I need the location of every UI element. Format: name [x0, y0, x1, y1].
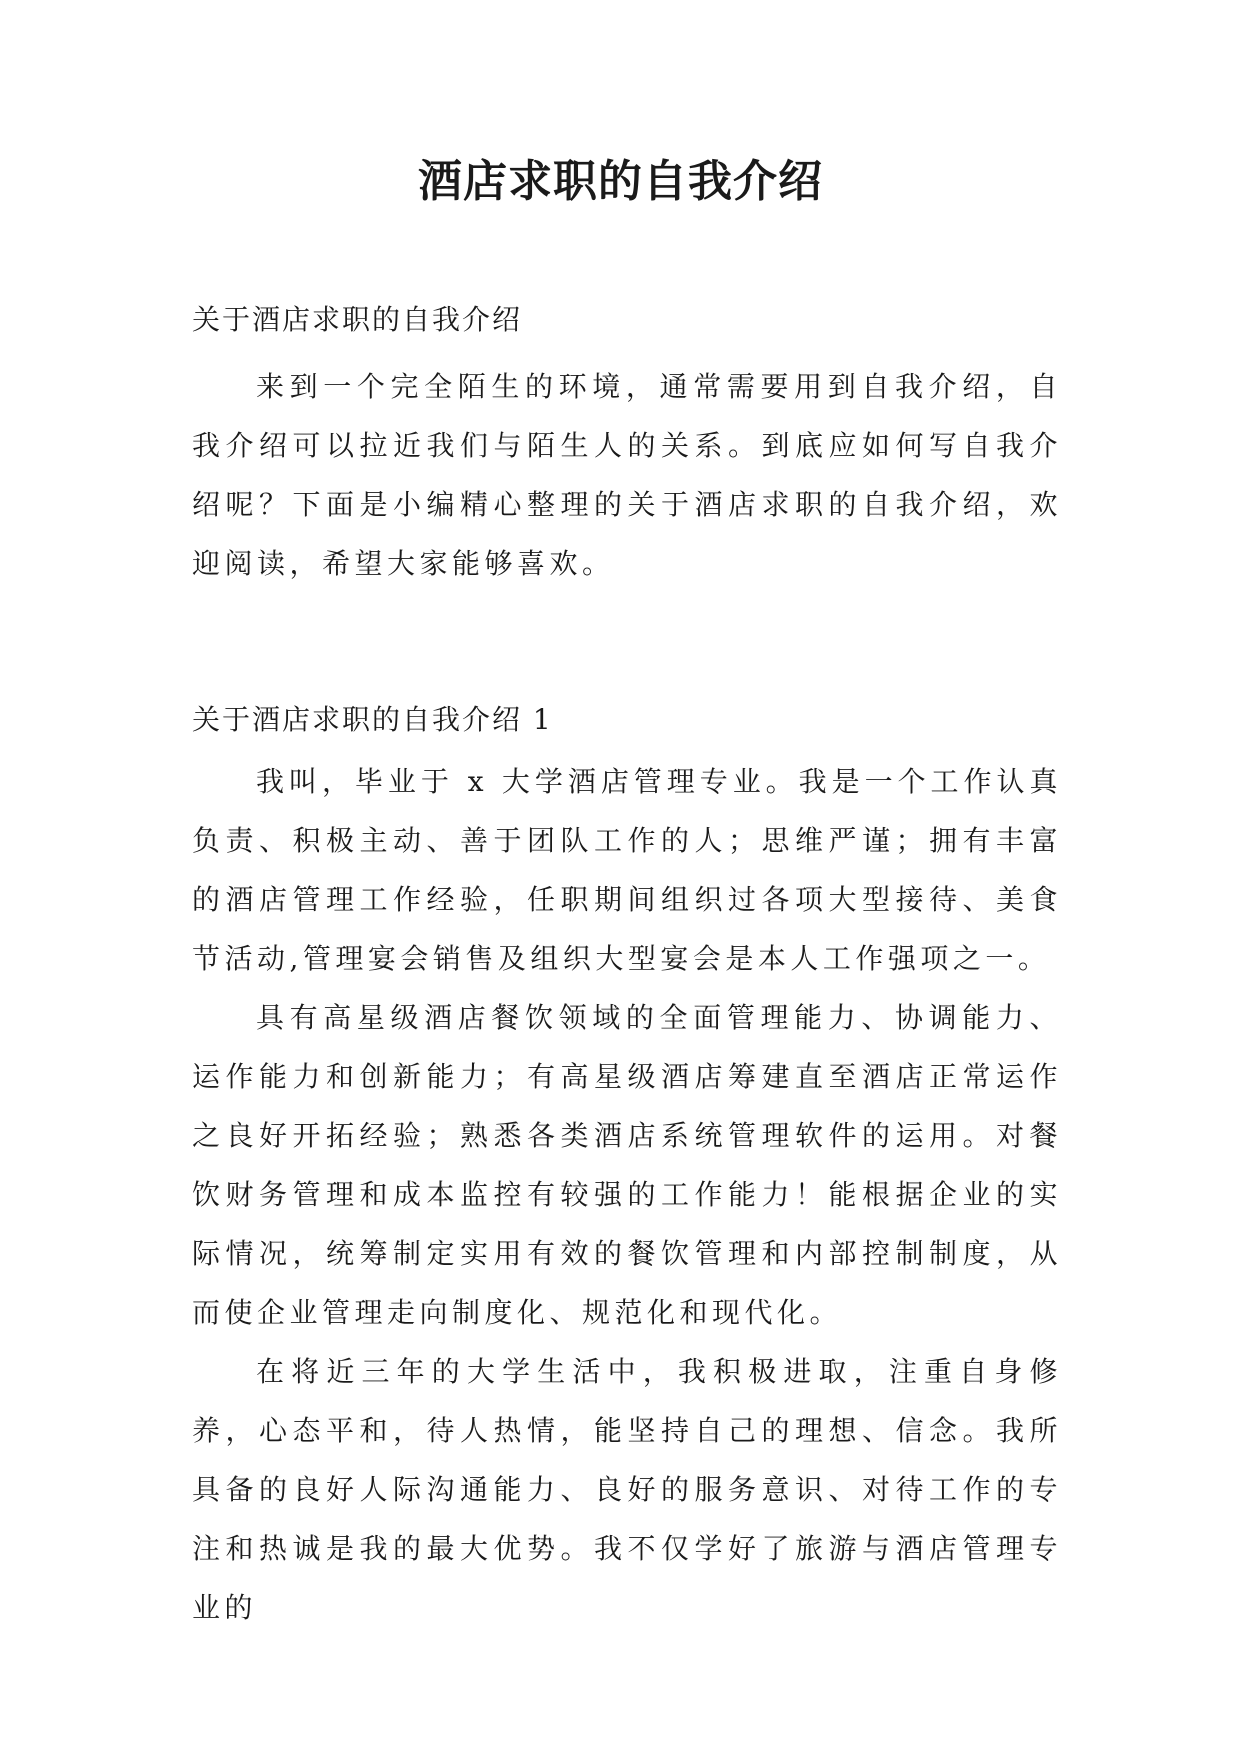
body-paragraph-3: 在将近三年的大学生活中，我积极进取，注重自身修养，心态平和，待人热情，能坚持自己的理想、信念。我所具备的良好人际沟通能力、良好的服务意识、对待工作的专注和热诚是我的最大优势。我不仅学好了旅游与酒店管理专业的	[192, 1355, 1062, 1624]
body-paragraph-2: 具有高星级酒店餐饮领域的全面管理能力、协调能力、运作能力和创新能力；有高星级酒店筹建直至酒店正常运作之良好开拓经验；熟悉各类酒店系统管理软件的运用。对餐饮财务管理和成本监控有较强的工作能力！能根据企业的实际情况，统筹制定实用有效的餐饮管理和内部控制制度，从而使企业管理走向制度化、规范化和现代化。	[192, 1001, 1062, 1329]
page-title: 酒店求职的自我介绍	[418, 156, 823, 207]
section-heading: 关于酒店求职的自我介绍	[192, 303, 523, 336]
body-paragraph-1: 我叫，毕业于 x 大学酒店管理专业。我是一个工作认真负责、积极主动、善于团队工作的人；思维严谨；拥有丰富的酒店管理工作经验，任职期间组织过各项大型接待、美食节活动,管理宴会销售及组织大型宴会是本人工作强项之一。	[192, 765, 1062, 975]
section-heading-1: 关于酒店求职的自我介绍 1	[192, 703, 553, 736]
intro-paragraph: 来到一个完全陌生的环境，通常需要用到自我介绍，自我介绍可以拉近我们与陌生人的关系。到底应如何写自我介绍呢？下面是小编精心整理的关于酒店求职的自我介绍，欢迎阅读，希望大家能够喜欢。	[192, 370, 1062, 580]
